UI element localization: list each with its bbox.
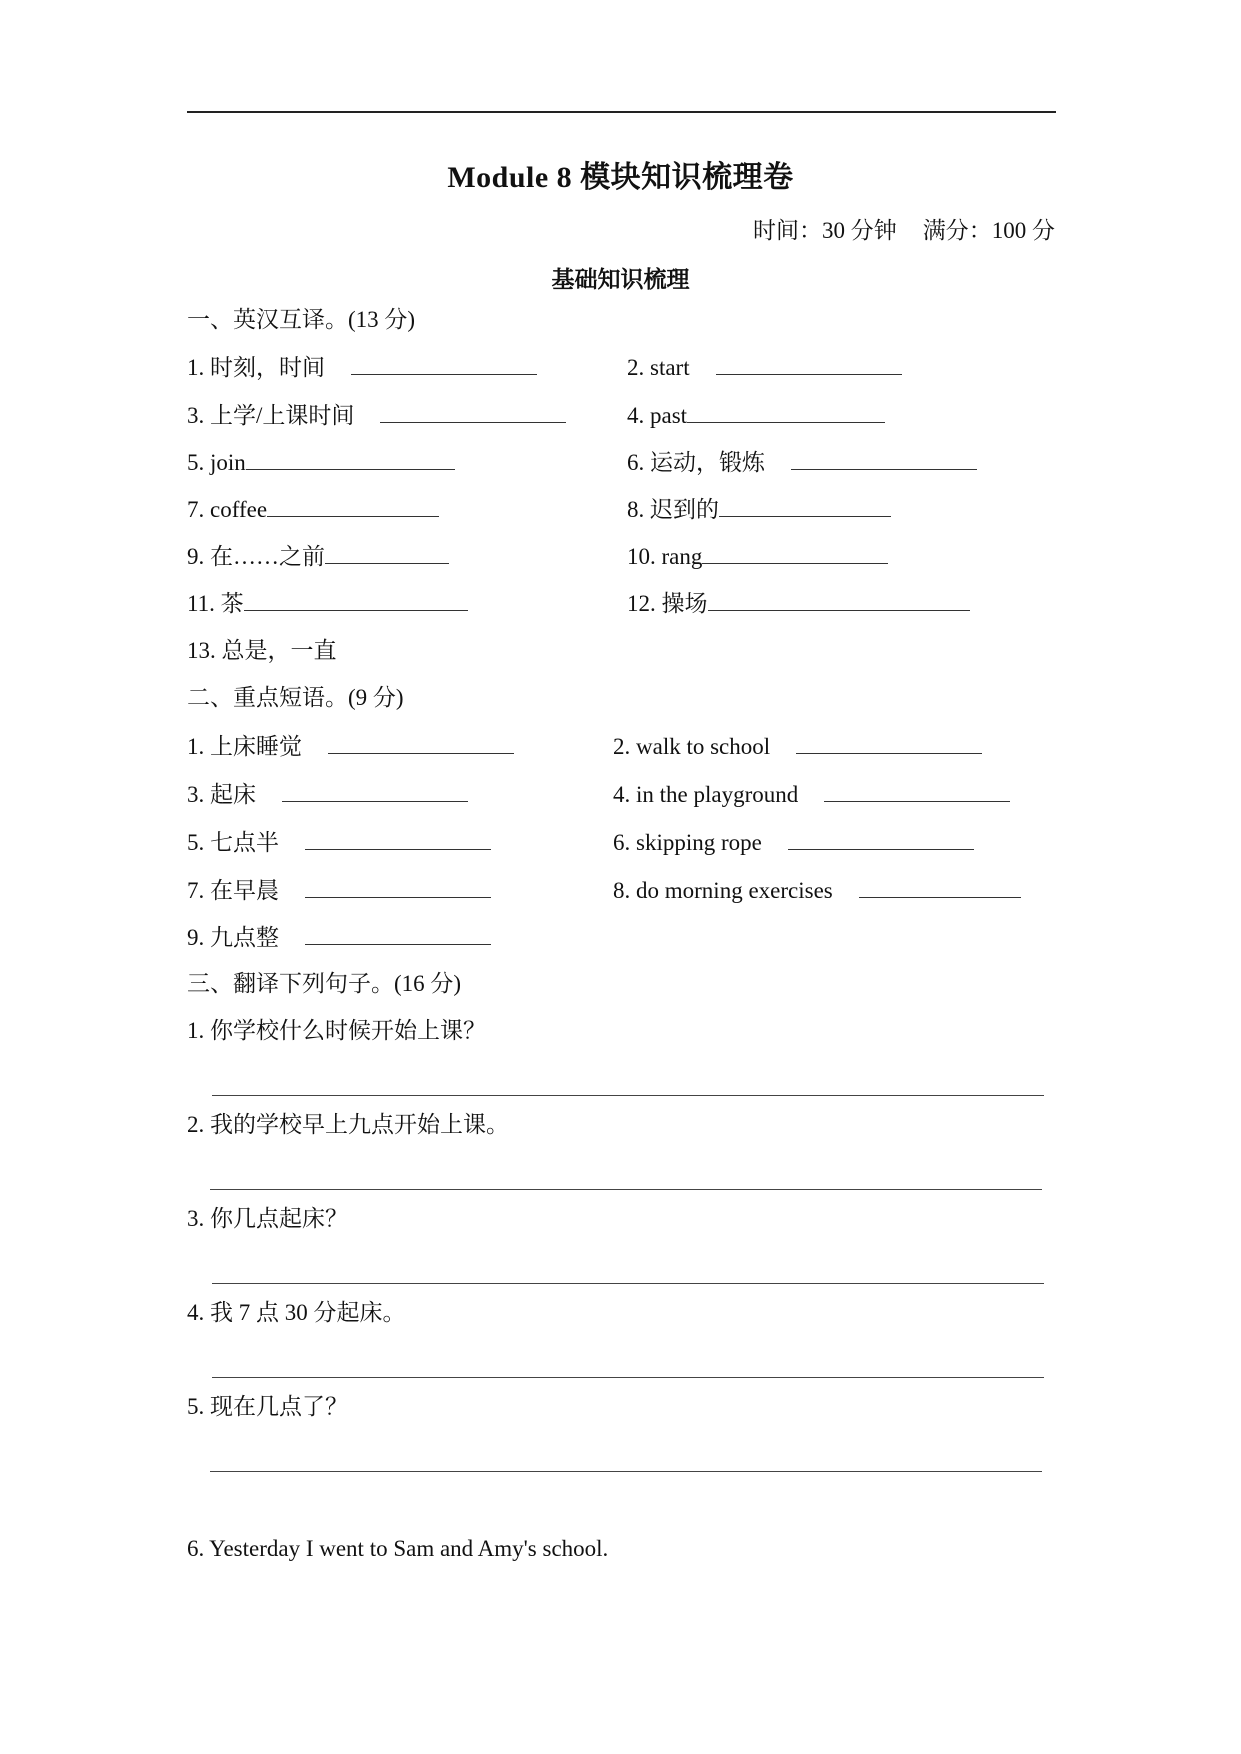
sentence-item: 4. 我 7 点 30 分起床。 <box>187 1300 406 1325</box>
sentence-item: 1. 你学校什么时候开始上课？ <box>187 1018 486 1043</box>
answer-blank[interactable] <box>305 922 491 945</box>
question-item: 10. rang <box>627 541 888 572</box>
header-rule <box>187 111 1056 113</box>
phrase-item: 4. in the playground <box>613 779 1010 810</box>
answer-blank[interactable] <box>267 494 439 517</box>
answer-blank[interactable] <box>702 541 888 564</box>
question-item: 1. 时刻，时间 <box>187 352 537 383</box>
answer-blank[interactable] <box>708 588 970 611</box>
exam-meta <box>753 212 1055 245</box>
section-subtitle: 基础知识梳理 <box>551 267 690 292</box>
answer-blank[interactable] <box>328 731 514 754</box>
answer-blank[interactable] <box>824 779 1010 802</box>
question-item: 9. 在……之前 <box>187 541 449 572</box>
phrase-item: 2. walk to school <box>613 731 982 762</box>
answer-line[interactable] <box>210 1189 1042 1190</box>
answer-line[interactable] <box>212 1283 1044 1284</box>
answer-blank[interactable] <box>796 731 982 754</box>
answer-blank[interactable] <box>380 400 566 423</box>
question-item: 5. join <box>187 447 455 478</box>
answer-blank[interactable] <box>246 447 455 470</box>
section2-heading: 二、重点短语。(9 分) <box>187 685 404 710</box>
answer-blank[interactable] <box>325 541 449 564</box>
question-item: 8. 迟到的 <box>627 494 891 525</box>
answer-line[interactable] <box>212 1377 1044 1378</box>
section3-heading: 三、翻译下列句子。(16 分) <box>187 971 462 996</box>
phrase-item: 6. skipping rope <box>613 827 974 858</box>
phrase-item: 3. 起床 <box>187 779 468 810</box>
phrase-item: 9. 九点整 <box>187 922 491 953</box>
question-item: 11. 茶 <box>187 588 468 619</box>
question-item: 4. past <box>627 400 885 431</box>
answer-blank[interactable] <box>719 494 891 517</box>
phrase-item: 5. 七点半 <box>187 827 491 858</box>
question-item: 3. 上学/上课时间 <box>187 400 566 431</box>
phrase-item: 1. 上床睡觉 <box>187 731 514 762</box>
answer-blank[interactable] <box>791 447 977 470</box>
exam-score: 满分：100 分 <box>922 218 1055 243</box>
answer-blank[interactable] <box>351 352 537 375</box>
page-title: Module 8 模块知识梳理卷 <box>447 161 794 194</box>
phrase-item: 7. 在早晨 <box>187 875 491 906</box>
question-item: 6. 运动，锻炼 <box>627 447 977 478</box>
answer-blank[interactable] <box>788 827 974 850</box>
answer-blank[interactable] <box>305 827 491 850</box>
answer-blank[interactable] <box>282 779 468 802</box>
question-item: 13. 总是，一直 <box>187 638 337 663</box>
answer-blank[interactable] <box>244 588 468 611</box>
section1-heading: 一、英汉互译。(13 分) <box>187 307 416 332</box>
answer-line[interactable] <box>212 1095 1044 1096</box>
question-item: 7. coffee <box>187 494 439 525</box>
answer-blank[interactable] <box>859 875 1021 898</box>
sentence-item: 6. Yesterday I went to Sam and Amy's school. <box>187 1536 609 1561</box>
answer-blank[interactable] <box>305 875 491 898</box>
question-item: 2. start <box>627 352 902 383</box>
sentence-item: 2. 我的学校早上九点开始上课。 <box>187 1112 509 1137</box>
answer-blank[interactable] <box>687 400 885 423</box>
phrase-item: 8. do morning exercises <box>613 875 1021 906</box>
question-item: 12. 操场 <box>627 588 970 619</box>
answer-blank[interactable] <box>716 352 902 375</box>
sentence-item: 5. 现在几点了？ <box>187 1394 348 1419</box>
sentence-item: 3. 你几点起床？ <box>187 1206 348 1231</box>
exam-time: 时间：30 分钟 <box>753 218 897 243</box>
answer-line[interactable] <box>210 1471 1042 1472</box>
